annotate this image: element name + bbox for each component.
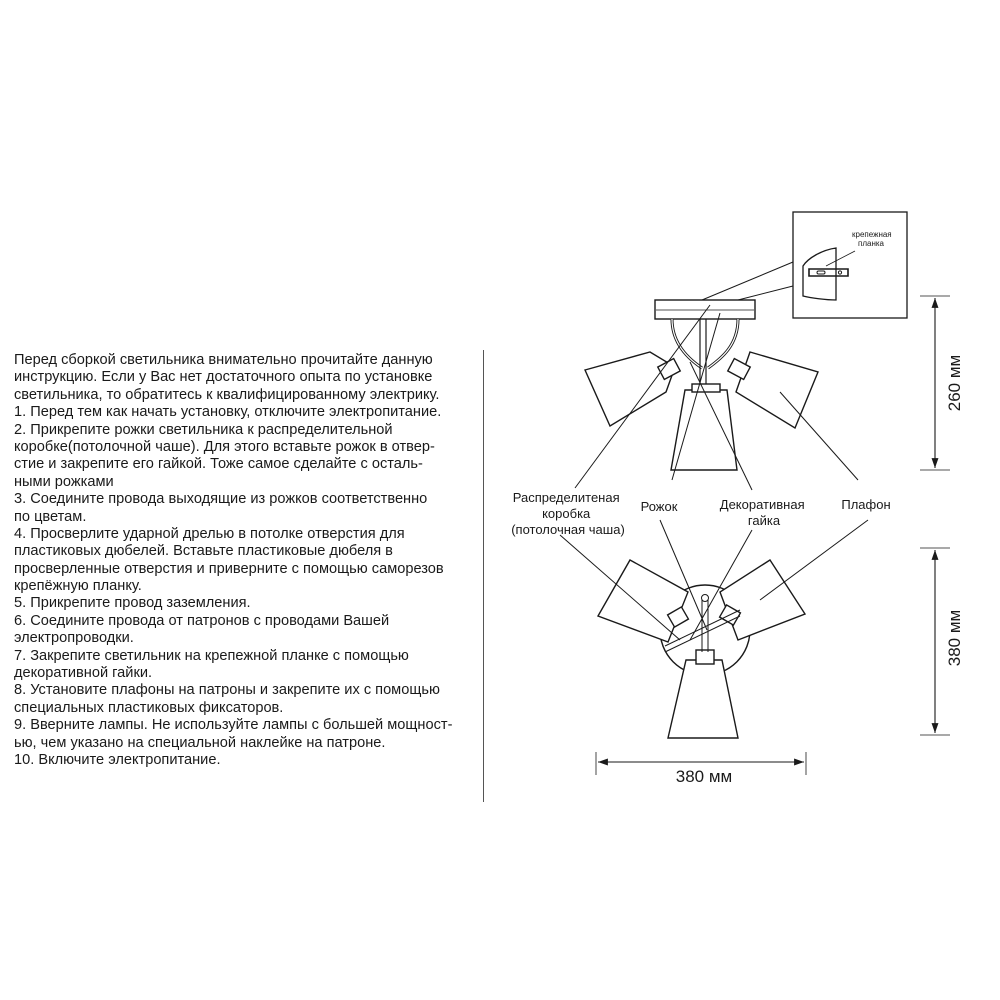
instruction-line: пластиковых дюбелей. Вставьте пластиковые дюбеля в xyxy=(14,543,393,560)
instruction-line: Перед сборкой светильника внимательно прочитайте данную xyxy=(14,352,433,368)
lamp-top-view xyxy=(598,560,805,738)
instruction-line: 3. Соедините провода выходящие из рожков соответственно xyxy=(14,491,428,508)
dimension-top-width: 380 мм xyxy=(675,767,733,786)
label-arm: Рожок xyxy=(640,499,678,514)
instruction-line: ными рожками xyxy=(14,473,114,490)
instruction-line: светильника, то обратитесь к квалифицированному электрику. xyxy=(14,386,440,403)
instruction-line: 2. Прикрепите рожки светильника к распределительной xyxy=(14,421,393,438)
side-arm-left xyxy=(672,319,702,368)
instruction-line: просверленные отверстия и приверните с помощью саморезов xyxy=(14,560,444,577)
instruction-line: 10. Включите электропитание. xyxy=(14,751,221,768)
instruction-line: стие и закрепите его гайкой. Тоже самое сделайте с осталь- xyxy=(14,456,423,473)
instruction-line: ью, чем указано на специальной наклейке на патроне. xyxy=(14,734,386,751)
instruction-line: 7. Закрепите светильник на крепежной планке с помощью xyxy=(14,647,409,664)
instruction-line: 4. Просверлите ударной дрелью в потолке отверстия для xyxy=(14,525,405,542)
mounting-plate-label: крепежная планка xyxy=(852,230,892,248)
side-shade-right xyxy=(736,352,818,428)
side-shade-center xyxy=(671,390,737,470)
instruction-line: коробке(потолочной чаше). Для этого вставьте рожок в отвер- xyxy=(14,438,435,455)
instruction-line: 1. Перед тем как начать установку, отключите электропитание. xyxy=(14,404,442,421)
label-decorative-nut: Декоративная гайка xyxy=(719,497,805,528)
instruction-line: декоративной гайки. xyxy=(14,665,153,682)
instruction-line: электропроводки. xyxy=(14,630,134,647)
side-shade-left xyxy=(585,352,675,426)
instruction-line: специальных пластиковых фиксаторов. xyxy=(14,699,284,716)
dimension-side-height: 260 мм xyxy=(945,354,964,412)
instruction-line: крепёжную планку. xyxy=(14,578,142,595)
label-shade: Плафон xyxy=(841,497,891,512)
instruction-line: 5. Прикрепите провод заземления. xyxy=(14,595,251,612)
instruction-line: 9. Вверните лампы. Не используйте лампы с большей мощност- xyxy=(14,717,453,734)
dimension-top-height: 380 мм xyxy=(945,609,964,667)
instruction-line: 6. Соедините провода от патронов с проводами Вашей xyxy=(14,612,390,629)
label-distribution-box: Распределитеная коробка (потолочная чаша) xyxy=(511,490,625,537)
ceiling-cup-side xyxy=(655,300,755,319)
instruction-line: 8. Установите плафоны на патроны и закрепите их с помощью xyxy=(14,682,440,699)
instruction-line: по цветам. xyxy=(14,508,87,525)
top-shade-bottom xyxy=(668,660,738,738)
instruction-line: инструкцию. Если у Вас нет достаточного опыта по установке xyxy=(14,369,433,386)
